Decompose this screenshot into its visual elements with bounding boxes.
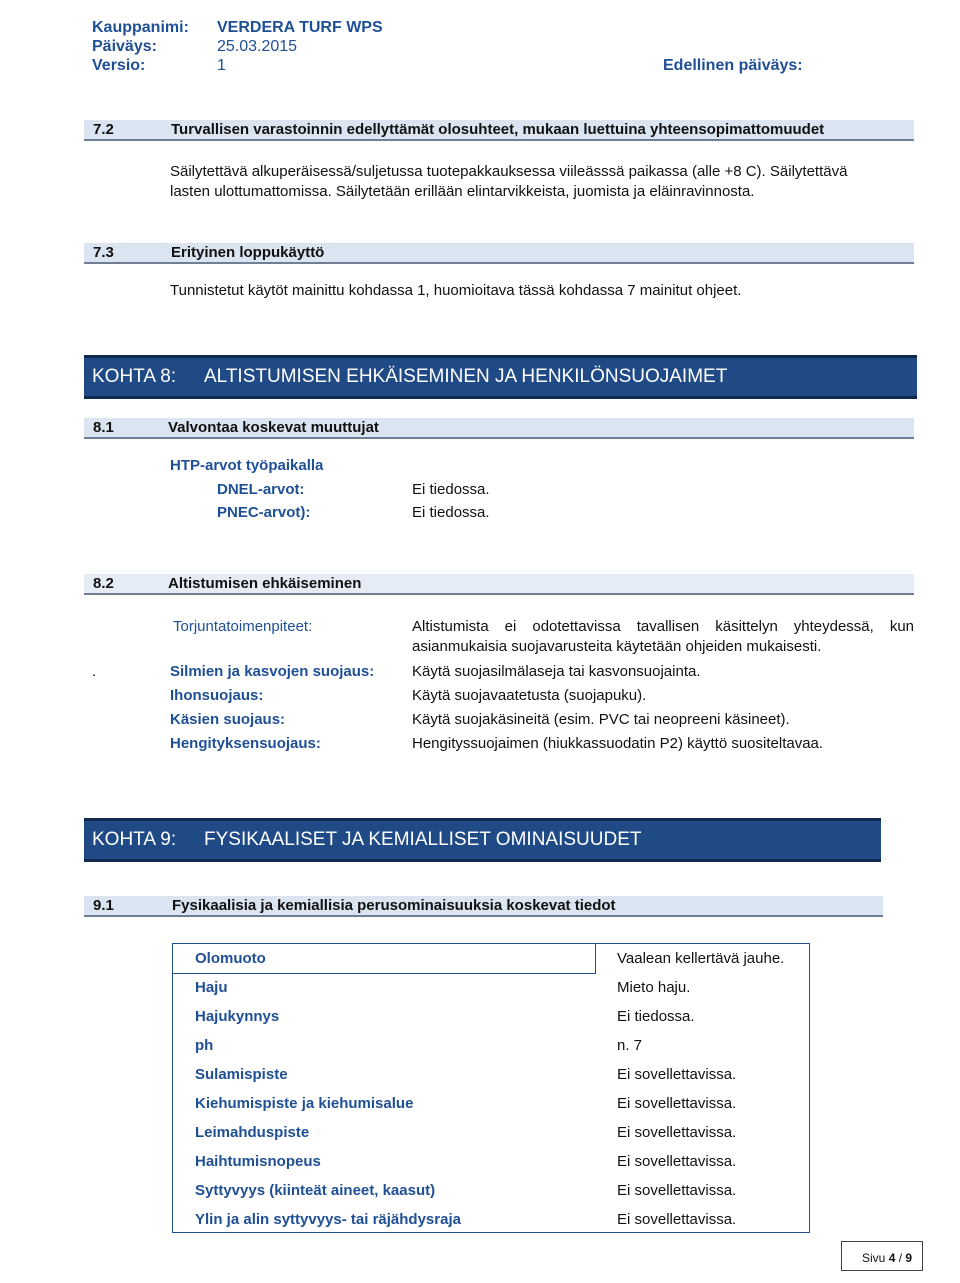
subsection-7-2-header	[84, 120, 914, 141]
section-label: KOHTA 9:	[92, 829, 177, 850]
page-total: 9	[905, 1251, 913, 1265]
property-value: Ei sovellettavissa.	[617, 1124, 737, 1141]
hand-protection-label: Käsien suojaus:	[170, 711, 286, 728]
property-value: Mieto haju.	[617, 979, 691, 996]
hand-protection-value: Käytä suojakäsineitä (esim. PVC tai neopreeni käsineet).	[412, 711, 790, 728]
subsection-title: Fysikaalisia ja kemiallisia perusominaisuuksia koskevat tiedot	[172, 897, 616, 914]
company-value: VERDERA TURF WPS	[217, 19, 383, 36]
page-number-box	[841, 1241, 923, 1271]
pnec-label: PNEC-arvot):	[217, 504, 311, 521]
property-value: Ei sovellettavissa.	[617, 1095, 737, 1112]
subsection-9-1-header	[84, 896, 883, 917]
property-value: Ei sovellettavissa.	[617, 1153, 737, 1170]
respiratory-protection-value: Hengityssuojaimen (hiukkassuodatin P2) käyttö suositeltavaa.	[412, 735, 824, 752]
subsection-number: 9.1	[93, 897, 114, 914]
property-value: Ei sovellettavissa.	[617, 1066, 737, 1083]
date-label: Päiväys:	[92, 38, 157, 55]
subsection-number: 8.1	[93, 419, 114, 436]
property-label: Kiehumispiste ja kiehumisalue	[195, 1095, 414, 1112]
property-label: Ylin ja alin syttyvyys- tai räjähdysraja	[195, 1211, 461, 1228]
storage-text-line1: Säilytettävä alkuperäisessä/suljetussa tuotepakkauksessa viileässsä paikassa (alle +8 C). Säilytettävä	[170, 163, 848, 180]
page-current: 4	[888, 1251, 896, 1265]
dnel-value: Ei tiedossa.	[412, 481, 490, 498]
section-title: ALTISTUMISEN EHKÄISEMINEN JA HENKILÖNSUOJAIMET	[204, 366, 728, 387]
section-label: KOHTA 8:	[92, 366, 177, 387]
page-prefix: Sivu	[862, 1251, 886, 1265]
property-label: Haju	[195, 979, 228, 996]
subsection-number: 8.2	[93, 575, 114, 592]
subsection-7-3-header	[84, 243, 914, 264]
property-label: Hajukynnys	[195, 1008, 280, 1025]
property-label: Syttyvyys (kiinteät aineet, kaasut)	[195, 1182, 436, 1199]
company-label: Kauppanimi:	[92, 19, 189, 36]
property-label: Leimahduspiste	[195, 1124, 310, 1141]
subsection-title: Altistumisen ehkäiseminen	[168, 575, 362, 592]
section-9-banner	[84, 818, 881, 862]
page-separator: /	[898, 1251, 903, 1265]
property-label: ph	[195, 1037, 214, 1054]
property-value: Ei tiedossa.	[617, 1008, 695, 1025]
version-label: Versio:	[92, 57, 146, 74]
dot-marker: .	[92, 663, 97, 680]
end-use-text: Tunnistetut käytöt mainittu kohdassa 1, huomioitava tässä kohdassa 7 mainitut ohjeet.	[170, 282, 742, 299]
version-value: 1	[217, 57, 226, 74]
property-value: n. 7	[617, 1037, 643, 1054]
subsection-title: Turvallisen varastoinnin edellyttämät olosuhteet, mukaan luettuina yhteensopimattomuudet	[171, 121, 825, 138]
control-measures-label: Torjuntatoimenpiteet:	[173, 618, 313, 635]
storage-text-line2: lasten ulottumattomissa. Säilytetään erillään elintarvikkeista, juomista ja eläinravinnosta.	[170, 183, 755, 200]
subsection-8-2-header	[84, 574, 914, 595]
eye-protection-value: Käytä suojasilmälaseja tai kasvonsuojainta.	[412, 663, 701, 680]
pnec-value: Ei tiedossa.	[412, 504, 490, 521]
skin-protection-label: Ihonsuojaus:	[170, 687, 264, 704]
control-measures-line2: asianmukaisia suojavarusteita käytetään ohjeiden mukaisesti.	[412, 638, 822, 655]
subsection-8-1-header	[84, 418, 914, 439]
property-label: Sulamispiste	[195, 1066, 288, 1083]
subsection-title: Valvontaa koskevat muuttujat	[168, 419, 379, 436]
previous-date-label: Edellinen päiväys:	[663, 57, 803, 74]
subsection-title: Erityinen loppukäyttö	[171, 244, 325, 261]
skin-protection-value: Käytä suojavaatetusta (suojapuku).	[412, 687, 647, 704]
dnel-label: DNEL-arvot:	[217, 481, 305, 498]
date-value: 25.03.2015	[217, 38, 298, 55]
eye-protection-label: Silmien ja kasvojen suojaus:	[170, 663, 375, 680]
property-label: Haihtumisnopeus	[195, 1153, 321, 1170]
control-measures-line1: Altistumista ei odotettavissa tavallisen käsittelyn yhteydessä, kun	[412, 618, 914, 635]
htp-heading: HTP-arvot työpaikalla	[170, 457, 324, 474]
section-8-banner	[84, 355, 917, 399]
property-value: Ei sovellettavissa.	[617, 1182, 737, 1199]
section-title: FYSIKAALISET JA KEMIALLISET OMINAISUUDET	[204, 829, 642, 850]
respiratory-protection-label: Hengityksensuojaus:	[170, 735, 321, 752]
subsection-number: 7.3	[93, 244, 114, 261]
subsection-number: 7.2	[93, 121, 114, 138]
property-value: Ei sovellettavissa.	[617, 1211, 737, 1228]
property-value: Vaalean kellertävä jauhe.	[617, 950, 785, 967]
property-label: Olomuoto	[195, 950, 266, 967]
